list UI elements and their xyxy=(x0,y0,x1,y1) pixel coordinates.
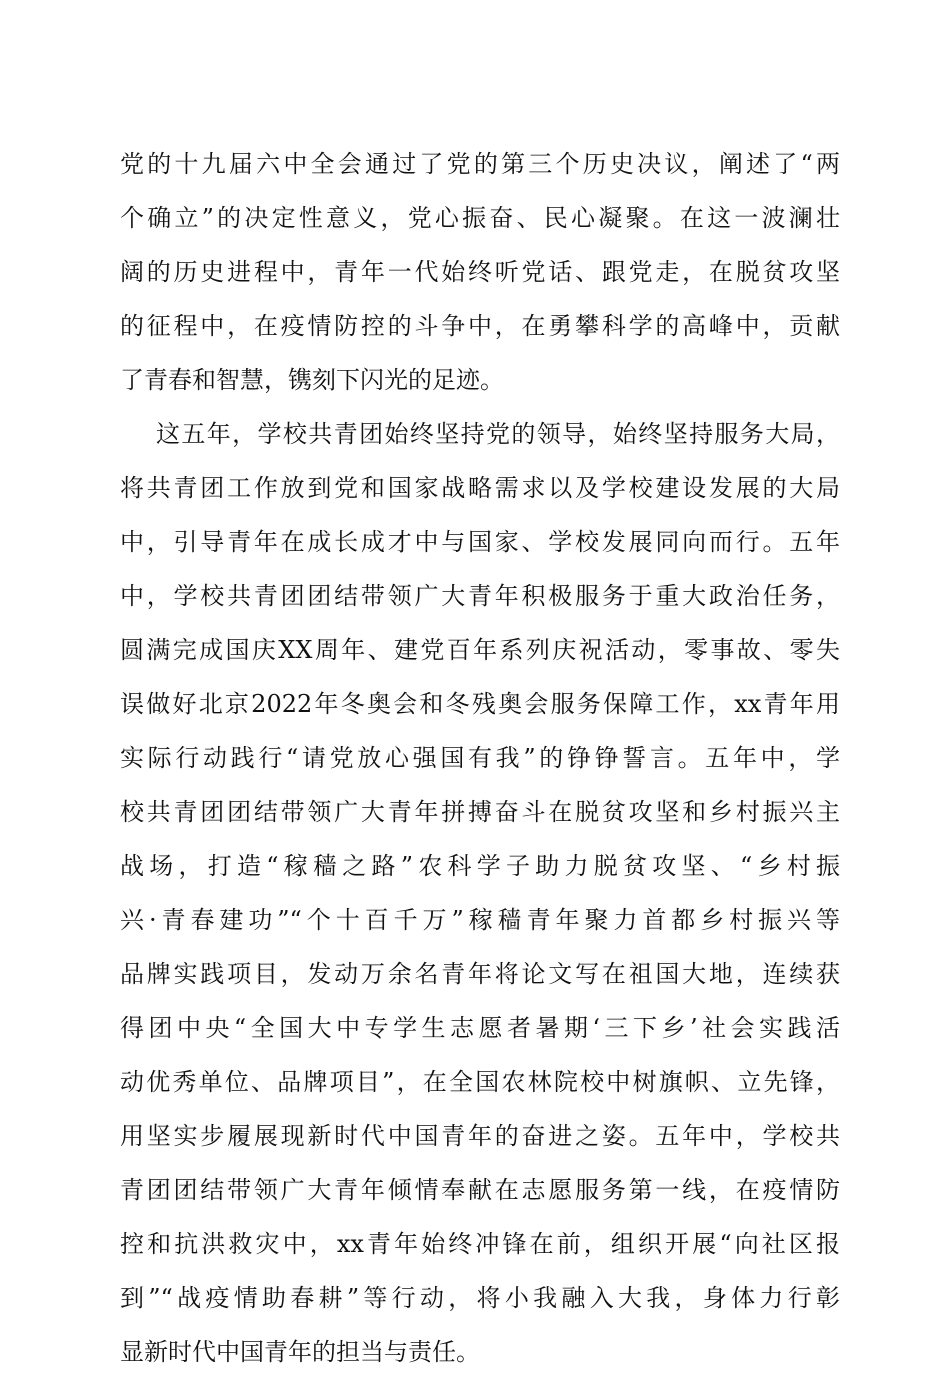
text-line: 动优秀单位、品牌项目”，在全国农林院校中树旗帜、立先锋， xyxy=(120,1068,840,1096)
text-line: 中，引导青年在成长成才中与国家、学校发展同向而行。五年 xyxy=(120,528,840,556)
paragraph-2 xyxy=(120,407,840,1379)
text-line: 青团团结带领广大青年倾情奉献在志愿服务第一线，在疫情防 xyxy=(120,1176,840,1204)
text-line: 显新时代中国青年的担当与责任。 xyxy=(120,1338,480,1366)
text-line: 兴·青春建功”“个十百千万”稼穑青年聚力首都乡村振兴等 xyxy=(120,906,840,934)
text-line: 品牌实践项目，发动万余名青年将论文写在祖国大地，连续获 xyxy=(120,960,840,988)
text-line: 控和抗洪救灾中，xx青年始终冲锋在前，组织开展“向社区报 xyxy=(120,1230,840,1258)
text-line: 校共青团团结带领广大青年拼搏奋斗在脱贫攻坚和乡村振兴主 xyxy=(120,798,840,826)
text-line: 这五年，学校共青团始终坚持党的领导，始终坚持服务大局， xyxy=(156,420,840,448)
text-line: 得团中央“全国大中专学生志愿者暑期‘三下乡’社会实践活 xyxy=(120,1014,840,1042)
text-line: 的征程中，在疫情防控的斗争中，在勇攀科学的高峰中，贡献 xyxy=(120,312,840,340)
text-line: 中，学校共青团团结带领广大青年积极服务于重大政治任务， xyxy=(120,582,840,610)
text-line: 党的十九届六中全会通过了党的第三个历史决议，阐述了“两 xyxy=(120,150,840,178)
text-line: 个确立”的决定性意义，党心振奋、民心凝聚。在这一波澜壮 xyxy=(120,204,840,232)
text-line: 圆满完成国庆XX周年、建党百年系列庆祝活动，零事故、零失 xyxy=(120,636,840,664)
text-line: 战场，打造“稼穑之路”农科学子助力脱贫攻坚、“乡村振 xyxy=(120,852,840,880)
text-line: 了青春和智慧，镌刻下闪光的足迹。 xyxy=(120,366,504,394)
text-line: 用坚实步履展现新时代中国青年的奋进之姿。五年中，学校共 xyxy=(120,1122,840,1150)
paragraph-1 xyxy=(120,137,840,407)
text-line: 到”“战疫情助春耕”等行动，将小我融入大我，身体力行彰 xyxy=(120,1284,840,1312)
text-line: 误做好北京2022年冬奥会和冬残奥会服务保障工作，xx青年用 xyxy=(120,690,840,718)
text-line: 实际行动践行“请党放心强国有我”的铮铮誓言。五年中，学 xyxy=(120,744,840,772)
text-line: 将共青团工作放到党和国家战略需求以及学校建设发展的大局 xyxy=(120,474,840,502)
text-line: 阔的历史进程中，青年一代始终听党话、跟党走，在脱贫攻坚 xyxy=(120,258,840,286)
document-body xyxy=(120,137,840,1379)
